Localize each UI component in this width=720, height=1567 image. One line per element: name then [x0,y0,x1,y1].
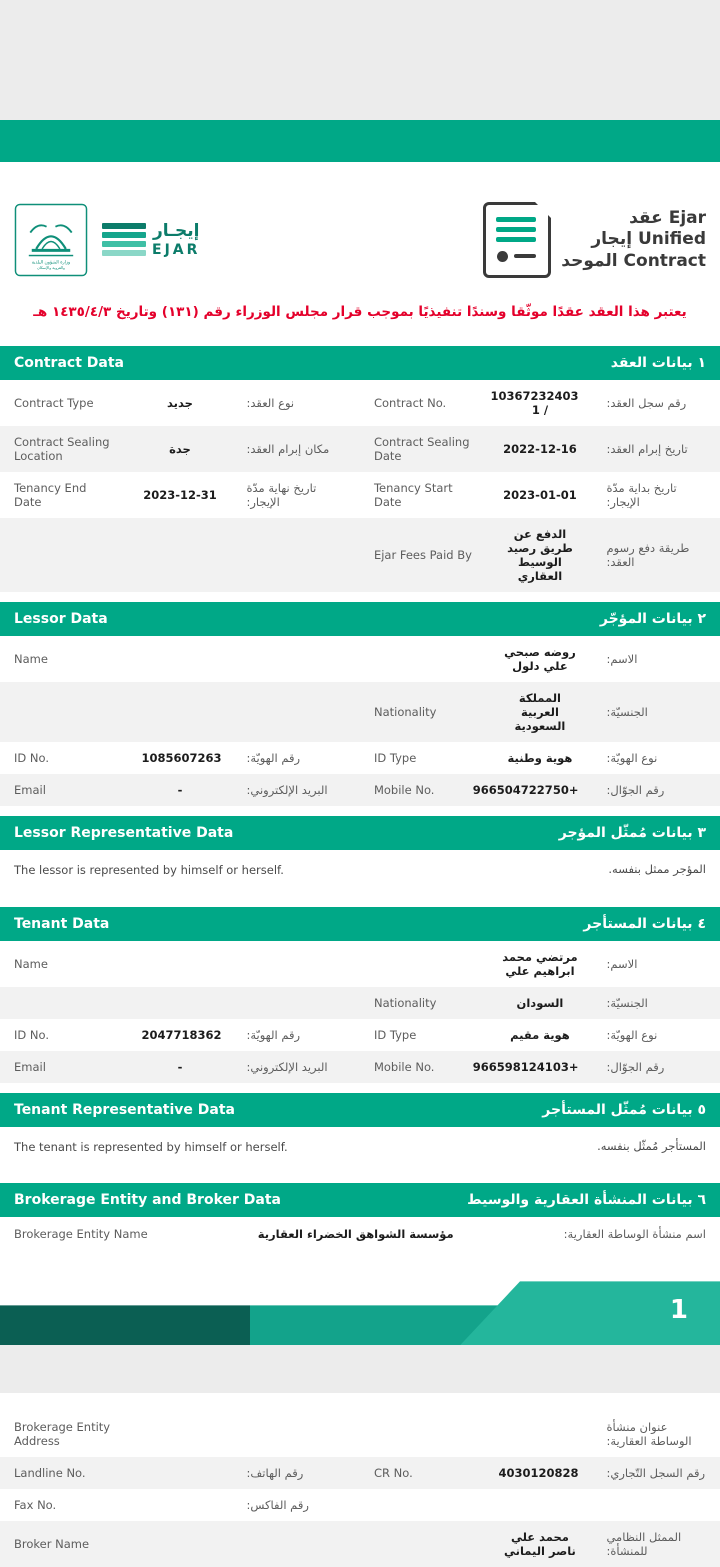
row-right-label: CR No. [360,1457,487,1489]
ejar-logo [102,222,200,258]
row-left-label: Email [0,1051,127,1083]
page-footer-ribbon [0,1281,720,1345]
row-left-value: - [127,774,232,806]
table-row [0,682,720,742]
section-title-en: Tenant Data [14,915,110,932]
row-left-label-ar [233,941,360,987]
section-number: ٦ [697,1192,706,1209]
row-right-label: Contract Sealing Date [360,426,487,472]
row-left-value [127,682,232,742]
legal-notice: يعتبر هذا العقد عقدًا موثّقا وسندًا تنفيذيًا بموجب قرار مجلس الوزراء رقم (١٣١) وتاريخ ١٤٣٥/٤/٣ هـ [33,304,687,320]
contract-page-2 [0,1393,720,1567]
row-right-label-ar: نوع الهويّة: [606,1027,658,1042]
table-row [0,774,720,806]
row-right-value: +966598124103 [487,1051,592,1083]
row-right-label-ar: طريقة دفع رسوم العقد: [592,518,720,592]
row-right-label [360,1521,487,1567]
row-left-label-ar [233,636,360,682]
section-header-tenant-data [0,907,720,941]
row-left-value [127,1457,232,1489]
row-right-label: Nationality [360,682,487,742]
tenant-data-table [0,941,720,1083]
section-header-lessor-representative [0,816,720,850]
row-left-label: Brokerage Entity Address [14,1420,111,1449]
section-title-ar: بيانات المنشأة العقارية والوسيط [467,1192,693,1209]
row-left-label: Contract Type [14,396,94,410]
section-title-en: Lessor Data [14,611,108,627]
lessor-data-table [0,636,720,806]
row-right-value: هوية وطنية [507,751,573,765]
row-left-value [127,1521,232,1567]
lessor-representative-note [0,850,720,897]
row-left-label: Broker Name [0,1521,127,1567]
representative-note-ar: المؤجر ممثل بنفسه. [608,862,706,876]
row-right-label [360,1411,487,1457]
row-left-label-ar: رقم الهويّة: [246,751,301,765]
row-right-label: Ejar Fees Paid By [360,518,487,592]
brokerage-continued-table [0,1411,720,1567]
row-right-label-ar: رقم سجل العقد: [606,396,687,410]
row-left-label-ar [233,1411,360,1457]
row-right-value: هوية مقيم [510,1027,570,1042]
section-header-tenant-representative [0,1093,720,1127]
row-left-value: 2047718362 [141,1027,222,1042]
row-right-value: 2022-12-16 [487,426,592,472]
row-right-value: +966504722750 [487,774,592,806]
logos-group [14,203,200,277]
title-line3-en: Contract [623,250,706,271]
svg-text:والقروية والإسكان: والقروية والإسكان [37,265,65,270]
section-title-ar: بيانات المؤجّر [599,611,693,627]
row-left-value: - [127,1051,232,1083]
row-right-value: السودان [487,987,592,1019]
row-right-value: محمد علي ناصر اليماني [487,1521,592,1567]
section-title-en: Contract Data [14,355,124,371]
row-left-label-ar: رقم الهاتف: [233,1457,360,1489]
title-line1-ar: عقد [629,208,663,229]
row-left-label-ar: رقم الفاكس: [246,1498,309,1513]
row-left-label [0,987,127,1019]
row-left-label-ar [233,682,360,742]
row-left-label: Email [0,774,127,806]
row-left-value: 1085607263 [141,751,222,765]
top-background [0,0,720,120]
row-right-label: Nationality [360,987,487,1019]
table-row [0,1489,720,1521]
table-row [0,941,720,987]
contract-data-table [0,380,720,592]
row-right-label-ar: الاسم: [606,652,638,666]
row-right-value: 2023-01-01 [503,488,577,502]
table-row [0,987,720,1019]
row-right-label: Mobile No. [360,774,487,806]
row-right-label-ar: الجنسيّة: [592,987,720,1019]
row-right-value: روضه صبحي علي دلول [504,645,576,673]
row-left-label: ID No. [14,751,49,765]
table-row [0,1019,720,1051]
row-left-label: Name [14,956,48,971]
row-left-value [127,1489,232,1521]
row-right-value: المملكة العربية السعودية [487,682,592,742]
table-row [0,380,720,426]
ejar-logo-ar: إيجـار [152,221,200,242]
row-left-value: جدة [127,426,232,472]
page-separator [0,1345,720,1393]
title-line2-en: Unified [637,229,706,250]
row-left-value [127,987,232,1019]
title-line2-ar: إيجار [591,229,633,250]
ejar-logo-en: EJAR [152,241,201,258]
app-teal-band [0,120,720,162]
section-title-ar: بيانات مُمثّل المؤجر [558,825,693,841]
section-title-ar: بيانات مُمثّل المستأجر [542,1101,693,1118]
row-left-value: 2023-12-31 [143,488,217,502]
row-left-label: Name [14,652,48,666]
row-left-label: Fax No. [14,1498,57,1513]
contract-page-1 [0,162,720,1345]
row-left-label: ID No. [14,1027,49,1042]
section-number: ٤ [697,915,706,932]
row-left-label-ar: نوع العقد: [246,396,295,410]
title-line3-ar: الموحد [561,250,618,271]
row-left-label [0,682,127,742]
row-left-label-ar [233,987,360,1019]
row-right-label: Contract No. [373,396,447,410]
row-right-label: ID Type [373,751,417,765]
row-left-label [0,518,127,592]
row-right-value: الدفع عن طريق رصيد الوسيط العقاري [487,518,592,592]
section-number: ٥ [697,1101,706,1118]
row-left-value [127,1411,232,1457]
row-right-value [487,1411,592,1457]
representative-note-en: The tenant is represented by himself or herself. [14,1139,288,1154]
row-right-value: 4030120828 [487,1457,592,1489]
row-right-label: Mobile No. [360,1051,487,1083]
brokerage-entity-name-row [0,1217,720,1251]
row-right-label [360,941,487,987]
row-right-label-ar: نوع الهويّة: [606,751,658,765]
row-right-label-ar: عنوان منشأة الوساطة العقارية: [606,1420,692,1449]
title-line1-en: Ejar [668,208,706,229]
section-title-en: Brokerage Entity and Broker Data [14,1192,281,1209]
table-row [0,426,720,472]
row-right-label-ar: الجنسيّة: [592,682,720,742]
row-left-label: Contract Sealing Location [0,426,127,472]
row-right-label-ar [592,1489,720,1521]
section-title-ar: بيانات العقد [610,355,693,371]
row-left-value [127,636,232,682]
document-header [0,162,720,296]
ejar-bars-icon [102,223,146,256]
row-right-label [360,1489,487,1521]
representative-note-ar: المستأجر مُمثّل بنفسه. [597,1138,706,1153]
brokerage-entity-value: مؤسسة الشواهق الخضراء العقارية [257,1227,454,1242]
document-title [483,202,706,278]
svg-text:وزارة الشؤون البلدية: وزارة الشؤون البلدية [31,260,71,266]
representative-note-en: The lessor is represented by himself or herself. [14,863,284,877]
table-row [0,742,720,774]
row-left-label-ar [233,518,360,592]
row-left-label: Tenancy End Date [14,481,87,509]
row-left-label-ar: البريد الإلكتروني: [233,774,360,806]
row-left-label-ar: البريد الإلكتروني: [233,1051,360,1083]
table-row [0,1411,720,1457]
row-left-label-ar: مكان إبرام العقد: [233,426,360,472]
row-left-value [127,941,232,987]
section-header-brokerage-data [0,1183,720,1217]
row-right-value: 10367232403 / 1 [490,389,579,417]
table-row [0,472,720,518]
table-row [0,1457,720,1489]
row-right-label: Tenancy Start Date [373,481,453,509]
row-right-label: ID Type [373,1027,417,1042]
table-row [0,1051,720,1083]
section-header-lessor-data [0,602,720,636]
row-right-label-ar: تاريخ بداية مدّة الإيجار: [606,481,677,509]
table-row [0,518,720,592]
contract-document-icon [483,202,551,278]
table-row [0,1521,720,1567]
section-title-ar: بيانات المستأجر [583,915,693,932]
row-left-label-ar: تاريخ نهاية مدّة الإيجار: [246,481,317,509]
row-left-label-ar [233,1521,360,1567]
row-left-value [127,518,232,592]
row-left-value: جديد [167,396,193,410]
section-title-en: Tenant Representative Data [14,1101,235,1118]
brokerage-entity-label-en: Brokerage Entity Name [14,1227,148,1242]
section-number: ٣ [697,825,706,841]
row-right-label-ar: رقم الجوّال: [592,1051,720,1083]
tenant-representative-note [0,1127,720,1174]
row-left-label-ar: رقم الهويّة: [246,1027,301,1042]
row-right-label-ar: الاسم: [606,956,638,971]
row-left-label: Landline No. [0,1457,127,1489]
row-right-label-ar: تاريخ إبرام العقد: [592,426,720,472]
page-number: 1 [669,1295,688,1326]
row-right-value [487,1489,592,1521]
section-number: ١ [697,355,706,371]
ribbon-dark [0,1305,250,1345]
row-right-value: مرتضي محمد ابراهيم علي [502,949,578,978]
table-row [0,636,720,682]
brokerage-entity-label-ar: اسم منشأة الوساطة العقارية: [563,1227,706,1242]
section-header-contract-data [0,346,720,380]
section-title-en: Lessor Representative Data [14,825,234,841]
ministry-logo-icon [14,203,88,277]
row-right-label-ar: رقم الجوّال: [592,774,720,806]
section-number: ٢ [697,611,706,627]
row-right-label [360,636,487,682]
row-right-label-ar: الممثل النظامي للمنشأة: [592,1521,720,1567]
row-right-label-ar: رقم السجل التّجاري: [592,1457,720,1489]
